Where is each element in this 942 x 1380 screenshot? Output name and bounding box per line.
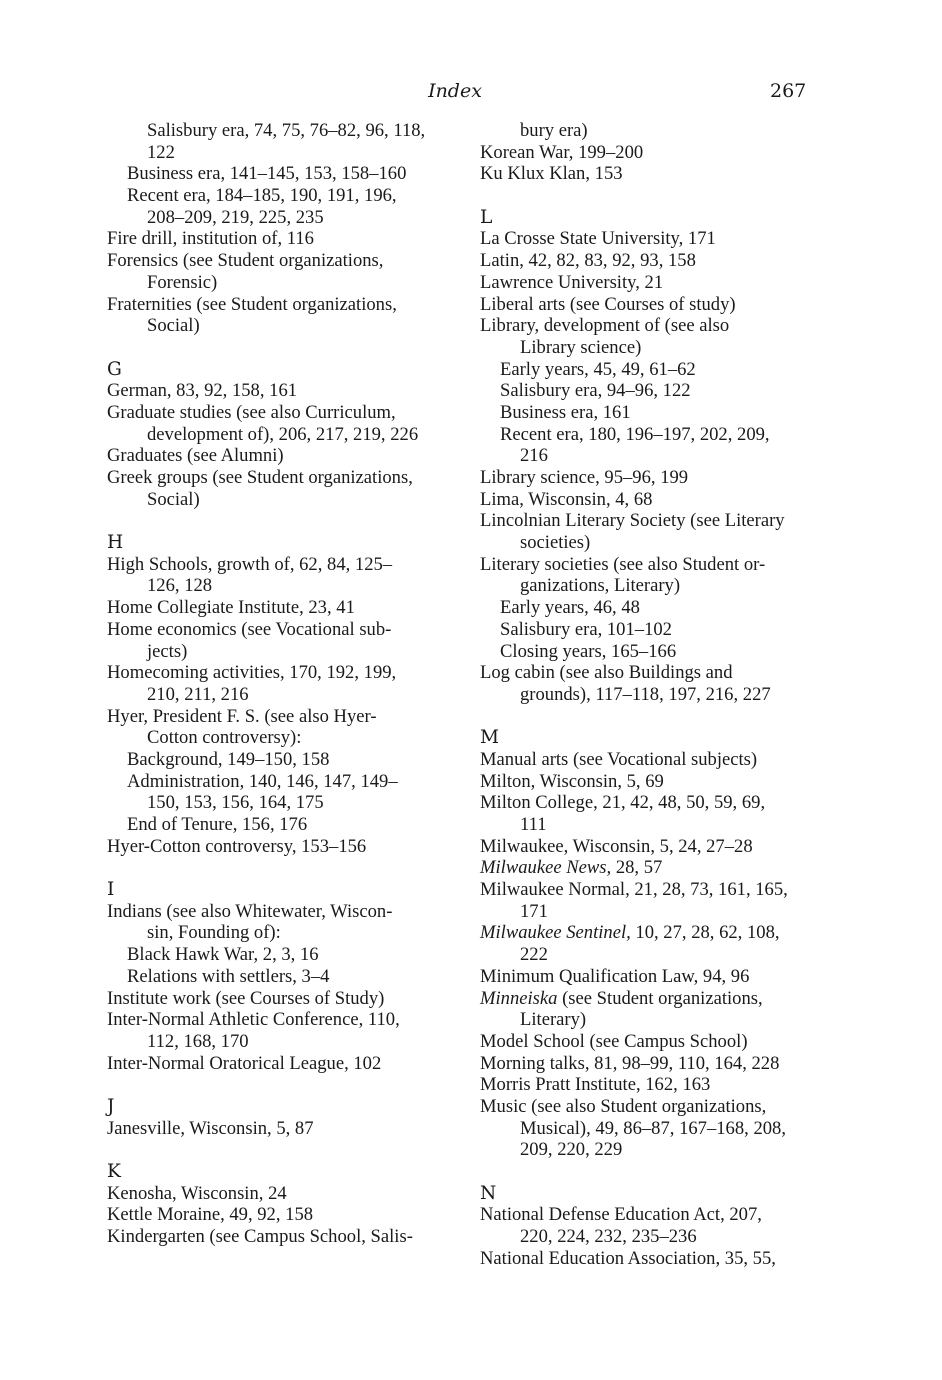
section-spacer <box>107 1139 437 1161</box>
index-entry <box>480 988 810 1010</box>
index-entry: National Education Association, 35, 55, <box>480 1247 776 1269</box>
section-letter: M <box>480 727 500 749</box>
index-entry: Inter-Normal Oratorical League, 102 <box>107 1052 382 1074</box>
page-number: 267 <box>770 80 807 102</box>
index-continuation: 220, 224, 232, 235–236 <box>520 1226 697 1248</box>
index-continuation: 210, 211, 216 <box>147 683 249 705</box>
index-entry: Minimum Qualification Law, 94, 96 <box>480 965 750 987</box>
index-continuation: 216 <box>520 445 548 467</box>
index-subentry: Early years, 45, 49, 61–62 <box>500 358 696 380</box>
index-entry: Milton, Wisconsin, 5, 69 <box>480 770 664 792</box>
index-entry: Graduates (see Alumni) <box>107 445 284 467</box>
index-continuation: 171 <box>520 900 548 922</box>
index-subentry: Salisbury era, 94–96, 122 <box>500 380 691 402</box>
right-column <box>480 120 810 1269</box>
index-subentry: Early years, 46, 48 <box>500 597 640 619</box>
index-continuation: 112, 168, 170 <box>147 1030 249 1052</box>
index-entry: Hyer, President F. S. (see also Hyer- <box>107 705 377 727</box>
index-entry: Indians (see also Whitewater, Wiscon- <box>107 900 393 922</box>
index-continuation: grounds), 117–118, 197, 216, 227 <box>520 683 771 705</box>
index-entry: Milton College, 21, 42, 48, 50, 59, 69, <box>480 792 766 814</box>
index-entry: Home economics (see Vocational sub- <box>107 618 392 640</box>
index-entry: Lawrence University, 21 <box>480 271 664 293</box>
section-spacer <box>107 510 437 532</box>
index-entry: La Crosse State University, 171 <box>480 228 716 250</box>
index-entry: Morning talks, 81, 98–99, 110, 164, 228 <box>480 1052 780 1074</box>
index-continuation: Literary) <box>520 1009 587 1031</box>
running-title: Index <box>428 80 482 102</box>
index-subentry: Salisbury era, 101–102 <box>500 618 672 640</box>
index-continuation: Cotton controversy): <box>147 727 302 749</box>
index-entry <box>480 922 810 944</box>
index-entry: Graduate studies (see also Curriculum, <box>107 401 396 423</box>
index-subentry: Business era, 141–145, 153, 158–160 <box>127 163 407 185</box>
italic-title: Milwaukee News, <box>480 857 612 879</box>
index-continuation: bury era) <box>520 120 588 141</box>
section-spacer <box>107 1074 437 1096</box>
index-continuation: jects) <box>147 640 188 662</box>
index-entry: National Defense Education Act, 207, <box>480 1204 762 1226</box>
index-continuation: Forensic) <box>147 271 218 293</box>
index-entry: Latin, 42, 82, 83, 92, 93, 158 <box>480 250 696 272</box>
index-continuation: Social) <box>147 488 200 510</box>
index-entry: Lincolnian Literary Society (see Literary <box>480 510 785 532</box>
index-entry: Log cabin (see also Buildings and <box>480 662 733 684</box>
index-entry: Kenosha, Wisconsin, 24 <box>107 1182 287 1204</box>
section-letter: H <box>107 532 124 554</box>
section-letter: K <box>107 1161 121 1182</box>
index-entry: Kindergarten (see Campus School, Salis- <box>107 1226 413 1248</box>
index-continuation: 126, 128 <box>147 575 213 597</box>
left-column <box>107 120 437 1248</box>
index-entry: Lima, Wisconsin, 4, 68 <box>480 488 653 510</box>
entry-rest: 28, 57 <box>611 857 663 879</box>
index-continuation: 208–209, 219, 225, 235 <box>147 206 324 228</box>
index-entry: Morris Pratt Institute, 162, 163 <box>480 1074 711 1096</box>
index-entry: Janesville, Wisconsin, 5, 87 <box>107 1117 314 1139</box>
section-spacer <box>107 337 437 359</box>
index-entry: Hyer-Cotton controversy, 153–156 <box>107 835 367 857</box>
index-entry: Library science, 95–96, 199 <box>480 467 689 488</box>
index-subentry: Black Hawk War, 2, 3, 16 <box>127 944 319 966</box>
index-continuation: Musical), 49, 86–87, 167–168, 208, <box>520 1117 786 1139</box>
entry-rest: (see Student organizations, <box>557 987 763 1009</box>
index-entry: Ku Klux Klan, 153 <box>480 163 623 185</box>
section-letter: N <box>480 1182 497 1204</box>
index-entry: Home Collegiate Institute, 23, 41 <box>107 597 355 619</box>
section-letter: L <box>480 206 493 228</box>
index-entry: German, 83, 92, 158, 161 <box>107 380 298 402</box>
index-continuation: development of), 206, 217, 219, 226 <box>147 423 419 445</box>
index-subentry: Business era, 161 <box>500 401 631 423</box>
index-continuation: Library science) <box>520 336 642 358</box>
index-entry: Library, development of (see also <box>480 315 730 337</box>
index-continuation: sin, Founding of): <box>147 922 281 944</box>
italic-title: Milwaukee Sentinel, <box>480 922 631 944</box>
italic-title: Minneiska <box>480 987 558 1009</box>
index-entry: High Schools, growth of, 62, 84, 125– <box>107 553 393 575</box>
index-entry: Model School (see Campus School) <box>480 1030 748 1052</box>
index-subentry: Administration, 140, 146, 147, 149– <box>127 770 398 792</box>
index-continuation: 111 <box>520 814 547 835</box>
index-continuation: 222 <box>520 944 548 966</box>
section-letter: I <box>107 879 115 901</box>
index-entry: Inter-Normal Athletic Conference, 110, <box>107 1009 400 1031</box>
index-entry: Forensics (see Student organizations, <box>107 250 384 272</box>
index-entry: Music (see also Student organizations, <box>480 1095 767 1117</box>
index-entry: Korean War, 199–200 <box>480 141 644 163</box>
index-entry: Manual arts (see Vocational subjects) <box>480 748 758 770</box>
index-entry <box>480 857 810 879</box>
index-subentry: Relations with settlers, 3–4 <box>127 965 330 987</box>
index-subentry: Closing years, 165–166 <box>500 640 677 662</box>
index-subentry: End of Tenure, 156, 176 <box>127 814 308 835</box>
index-entry: Institute work (see Courses of Study) <box>107 987 385 1009</box>
section-spacer <box>107 857 437 879</box>
index-subentry: Recent era, 180, 196–197, 202, 209, <box>500 423 770 445</box>
index-entry: Milwaukee Normal, 21, 28, 73, 161, 165, <box>480 879 788 901</box>
entry-rest: 10, 27, 28, 62, 108, <box>630 922 780 944</box>
index-entry: Kettle Moraine, 49, 92, 158 <box>107 1204 314 1226</box>
index-entry: Liberal arts (see Courses of study) <box>480 293 736 315</box>
index-entry: Fire drill, institution of, 116 <box>107 228 314 250</box>
section-letter: J <box>107 1095 115 1117</box>
index-entry: Literary societies (see also Student or- <box>480 553 766 575</box>
section-spacer <box>480 185 810 207</box>
index-continuation: societies) <box>520 532 591 554</box>
index-entry: Homecoming activities, 170, 192, 199, <box>107 662 397 684</box>
index-entry: Fraternities (see Student organizations, <box>107 293 397 315</box>
index-subentry: Background, 149–150, 158 <box>127 748 330 770</box>
index-entry: Greek groups (see Student organizations, <box>107 467 413 488</box>
index-continuation: Salisbury era, 74, 75, 76–82, 96, 118, <box>147 120 426 141</box>
index-entry: Milwaukee, Wisconsin, 5, 24, 27–28 <box>480 835 753 857</box>
index-continuation: 209, 220, 229 <box>520 1139 623 1161</box>
section-letter: G <box>107 358 122 380</box>
section-spacer <box>480 706 810 728</box>
index-continuation: Social) <box>147 315 200 337</box>
index-subentry: Recent era, 184–185, 190, 191, 196, <box>127 185 397 207</box>
index-continuation: ganizations, Literary) <box>520 575 681 597</box>
index-continuation: 150, 153, 156, 164, 175 <box>147 792 324 814</box>
section-spacer <box>480 1161 810 1183</box>
index-continuation: 122 <box>147 141 175 163</box>
